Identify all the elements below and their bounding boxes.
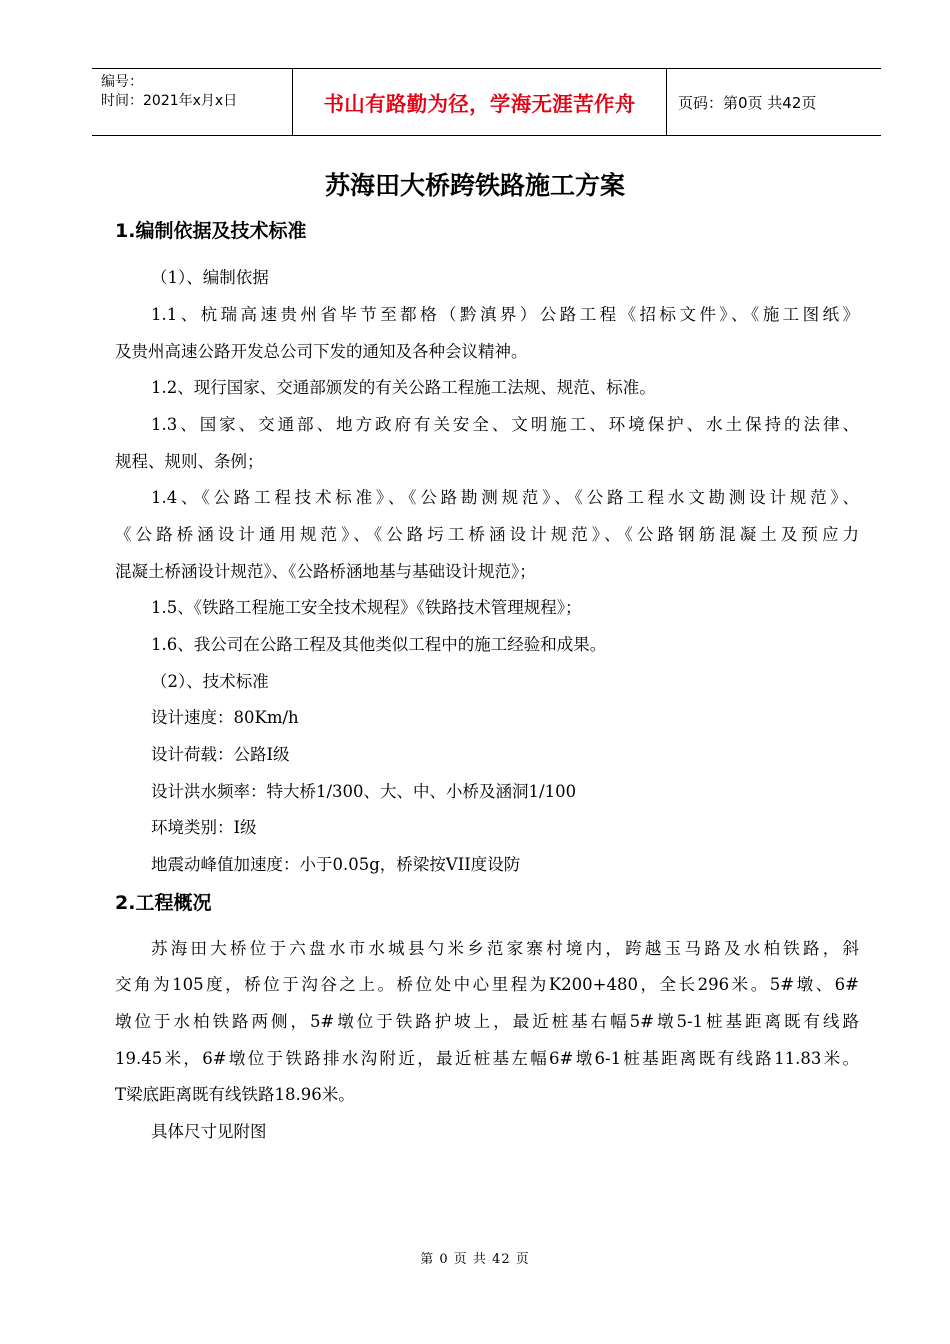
header-motto: 书山有路勤为径，学海无涯苦作舟 [323,92,636,116]
document-title: 苏海田大桥跨铁路施工方案 [324,171,625,200]
header-meta-cell [92,69,293,135]
paragraph-line: 1.4、《公路工程技术标准》、《公路勘测规范》、《公路工程水文勘测设计规范》、 [151,488,859,507]
standard-item: 设计荷载：公路Ⅰ级 [151,745,290,764]
header-page-info: 页码：第0页 共42页 [678,93,817,112]
paragraph-line: 具体尺寸见附图 [151,1122,267,1141]
paragraph-line: 19.45米，6#墩位于铁路排水沟附近，最近桩基左幅6#墩6-1桩基距离既有线路11.83米。 [115,1049,859,1068]
paragraph-line: 墩位于水柏铁路两侧，5#墩位于铁路护坡上，最近桩基右幅5#墩5-1桩基距离既有线路 [115,1012,859,1031]
header-motto-cell [293,69,667,135]
standard-item: 设计洪水频率：特大桥1/300、大、中、小桥及涵洞1/100 [151,782,577,801]
standard-item: 设计速度：80Km/h [151,708,299,727]
paragraph-line: T梁底距离既有线铁路18.96米。 [115,1085,355,1104]
subheading-basis: （1）、编制依据 [151,268,269,287]
section-heading-1: 1.编制依据及技术标准 [115,220,307,242]
header-page-cell [667,69,881,135]
paragraph-line: 1.3、国家、交通部、地方政府有关安全、文明施工、环境保护、水土保持的法律、 [151,415,859,434]
paragraph-line: 1.6、我公司在公路工程及其他类似工程中的施工经验和成果。 [151,635,607,654]
paragraph-line: 《公路桥涵设计通用规范》、《公路圬工桥涵设计规范》、《公路钢筋混凝土及预应力 [115,525,859,544]
document-time-label: 时间：2021年x月x日 [101,93,238,109]
standard-item: 地震动峰值加速度：小于0.05g，桥梁按VII度设防 [151,855,521,874]
page-header [92,68,881,136]
document-number-label: 编号： [101,74,143,90]
paragraph-line: 1.5、《铁路工程施工安全技术规程》《铁路技术管理规程》； [151,598,582,617]
paragraph-line: 1.1、杭瑞高速贵州省毕节至都格（黔滇界）公路工程《招标文件》、《施工图纸》 [151,305,859,324]
paragraph-line: 交角为105度，桥位于沟谷之上。桥位处中心里程为K200+480，全长296米。5#墩、6# [115,975,859,994]
subheading-standards: （2）、技术标准 [151,672,269,691]
paragraph-line: 1.2、现行国家、交通部颁发的有关公路工程施工法规、规范、标准。 [151,378,656,397]
paragraph-line: 及贵州高速公路开发总公司下发的通知及各种会议精神。 [115,342,528,361]
page-footer: 第 0 页 共 42 页 [420,1252,530,1267]
paragraph-line: 混凝土桥涵设计规范》、《公路桥涵地基与基础设计规范》； [115,562,536,581]
standard-item: 环境类别：Ⅰ级 [151,818,257,837]
paragraph-line: 规程、规则、条例； [115,452,264,471]
paragraph-line: 苏海田大桥位于六盘水市水城县勺米乡范家寨村境内，跨越玉马路及水柏铁路，斜 [151,939,859,958]
section-heading-2: 2.工程概况 [115,892,212,914]
